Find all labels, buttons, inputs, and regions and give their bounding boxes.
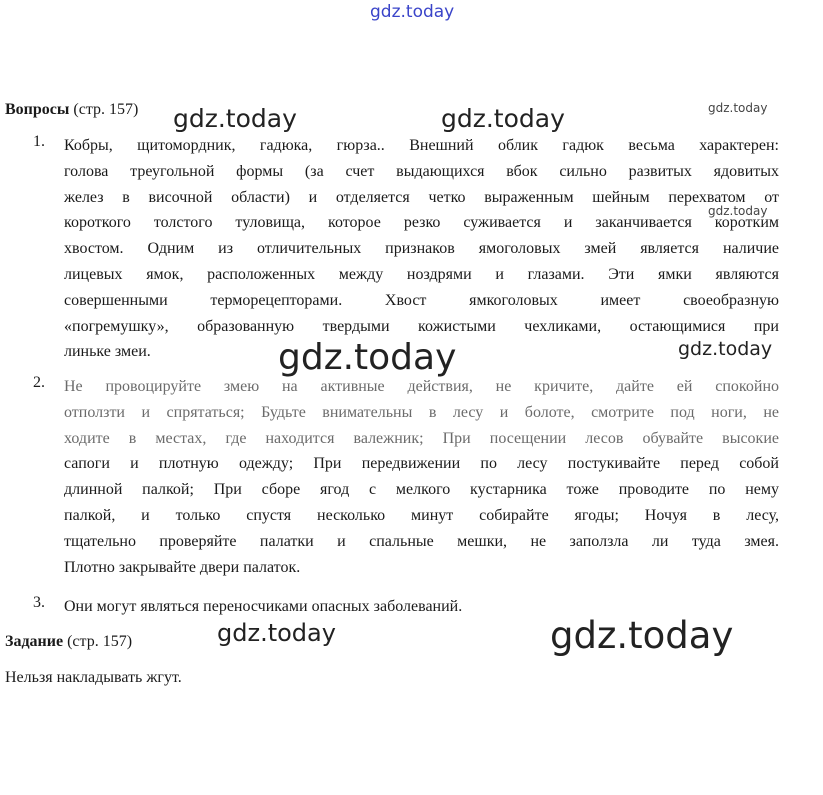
watermark: gdz.today bbox=[678, 338, 773, 360]
item-text: Они могут являться переносчиками опасных заболеваний. bbox=[64, 598, 463, 615]
task-heading bbox=[5, 633, 132, 651]
questions-title: Вопросы bbox=[5, 101, 70, 118]
task-title: Задание bbox=[5, 633, 64, 650]
item-number: 2. bbox=[33, 374, 45, 391]
questions-page-ref: (стр. 157) bbox=[73, 101, 139, 118]
watermark: gdz.today bbox=[278, 337, 457, 378]
watermark: gdz.today bbox=[173, 104, 297, 133]
questions-heading bbox=[5, 101, 138, 119]
watermark: gdz.today bbox=[708, 101, 768, 115]
task-page-ref: (стр. 157) bbox=[67, 633, 133, 650]
watermark-header: gdz.today bbox=[370, 2, 455, 22]
item-text: Не провоцируйте змею на активные действия, не кричите, дайте ей спокойно отползти и спрятаться; Будьте внимательны в лесу и болоте, смотрите под ноги, не ходите в местах, где находится валежник; При посещении лесов обувайте высокие сапоги и плотную одежду; При передвижении по лесу постукивайте перед собой длинной палкой; При сборе ягод с мелкого кустарника тоже проводите по нему палкой, и только спустя несколько минут собирайте ягоды; Ночуя в лесу, тщательно проверяйте палатки и спальные мешки, не заползла ли туда змея. Плотно закрывайте двери палаток. bbox=[64, 378, 779, 576]
watermark: gdz.today bbox=[441, 104, 565, 133]
item-number: 1. bbox=[33, 133, 45, 150]
watermark: gdz.today bbox=[708, 204, 768, 218]
watermark: gdz.today bbox=[550, 614, 734, 657]
item-text: Кобры, щитомордник, гадюка, гюрза.. Внешний облик гадюк весьма характерен: голова треугольной формы (за счет выдающихся вбок сильно развитых ядовитых желез в височной области) и отделяется четко выраженным шейным перехватом от короткого толстого туловища, которое резко суживается и заканчивается коротким хвостом. Одним из отличительных признаков ямоголовых змей является наличие лицевых ямок, расположенных между ноздрями и глазами. Эти ямки являются совершенными терморецепторами. Хвост ямкоголовых имеет своеобразную «погремушку», образованную твердыми кожистыми чехликами, остающимися при линьке змеи. bbox=[64, 137, 779, 361]
item-number: 3. bbox=[33, 594, 45, 611]
task-answer: Нельзя накладывать жгут. bbox=[5, 669, 182, 686]
watermark: gdz.today bbox=[217, 619, 336, 647]
